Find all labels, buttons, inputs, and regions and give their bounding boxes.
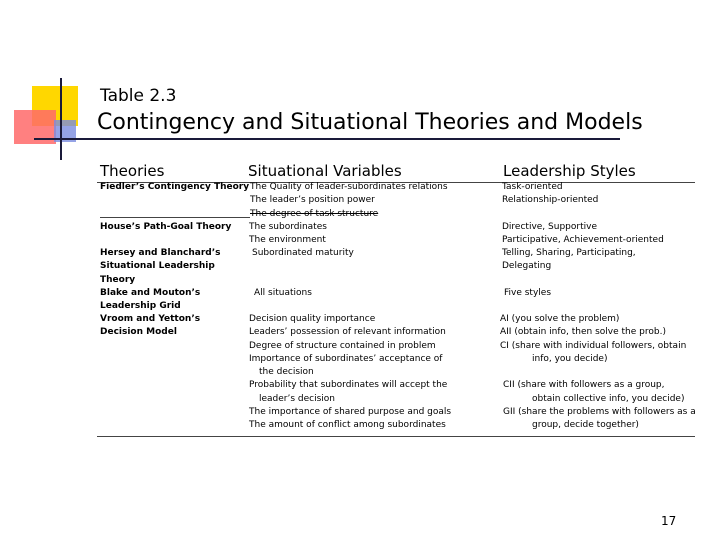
style-line: group, decide together)	[532, 420, 639, 431]
theory-line: House’s Path-Goal Theory	[100, 222, 232, 232]
page-number: 17	[661, 514, 677, 528]
row-4-styles	[504, 287, 551, 300]
row-2-theory	[100, 221, 231, 234]
style-line: AI (you solve the problem)	[500, 314, 620, 324]
row-5-variables	[249, 313, 451, 433]
variable-line: Degree of structure contained in problem	[249, 340, 436, 351]
theory-line: Hersey and Blanchard’s	[100, 248, 221, 258]
variable-line: Subordinated maturity	[252, 248, 354, 258]
style-line: Task-oriented	[502, 182, 563, 192]
row-4-theory	[100, 287, 200, 314]
row-2-variables	[249, 221, 327, 248]
style-line	[500, 366, 696, 379]
theory-line: Decision Model	[100, 327, 177, 338]
row-3-styles	[502, 247, 636, 274]
style-line: Telling, Sharing, Participating,	[502, 248, 636, 258]
header-leadership-styles: Leadership Styles	[503, 162, 636, 180]
theory-line: Vroom and Yetton’s	[100, 314, 201, 324]
variable-line: The environment	[249, 235, 326, 246]
variable-line: The amount of conflict among subordinates	[249, 420, 446, 431]
theory-line: Situational Leadership	[100, 261, 215, 272]
style-line: CII (share with followers as a group,	[503, 380, 665, 391]
variable-line: the decision	[259, 367, 314, 378]
table-label: Table 2.3	[100, 86, 177, 106]
slide-title: Contingency and Situational Theories and Models	[97, 110, 643, 135]
row-1-theory	[100, 181, 249, 194]
style-line: Directive, Supportive	[502, 222, 597, 232]
theory-line: Fiedler’s Contingency Theory	[100, 182, 250, 192]
row-divider	[100, 217, 250, 218]
theory-line: Blake and Mouton’s	[100, 288, 201, 298]
row-2-styles	[502, 221, 664, 248]
style-line: CI (share with individual followers, obtain	[500, 340, 687, 351]
theory-line: Leadership Grid	[100, 301, 181, 312]
row-5-styles	[500, 313, 696, 433]
variable-line: The subordinates	[249, 222, 327, 232]
row-5-theory	[100, 313, 200, 340]
variable-line: The leader’s position power	[250, 195, 375, 206]
header-situational-variables: Situational Variables	[248, 162, 402, 180]
table-bottom-rule	[97, 436, 695, 437]
theory-line: Theory	[100, 274, 136, 285]
variable-line: Decision quality importance	[249, 314, 376, 324]
style-line: GII (share the problems with followers as a	[503, 407, 696, 418]
decor-vertical-line	[60, 78, 62, 160]
row-4-variables	[254, 287, 312, 300]
header-theories: Theories	[100, 162, 165, 180]
row-3-variables	[252, 247, 354, 260]
style-line: Five styles	[504, 288, 552, 298]
title-underline	[34, 138, 620, 140]
style-line: Participative, Achievement-oriented	[502, 235, 664, 246]
row-1-variables	[250, 181, 448, 221]
row-3-theory	[100, 247, 221, 287]
style-line: Relationship-oriented	[502, 195, 599, 206]
variable-line: Importance of subordinates’ acceptance of	[249, 353, 443, 364]
style-line: obtain collective info, you decide)	[532, 393, 685, 404]
variable-line: All situations	[254, 288, 312, 298]
style-line: Delegating	[502, 261, 552, 272]
variable-line: leader’s decision	[259, 393, 336, 404]
variable-line: The Quality of leader-subordinates relations	[250, 182, 448, 192]
style-line: info, you decide)	[532, 353, 608, 364]
style-line: AII (obtain info, then solve the prob.)	[500, 327, 666, 338]
variable-line: The degree of task structure	[250, 208, 379, 219]
variable-line: Leaders’ possession of relevant information	[249, 327, 446, 338]
variable-line: The importance of shared purpose and goals	[249, 407, 452, 418]
variable-line: Probability that subordinates will accept the	[249, 380, 448, 391]
row-1-styles	[502, 181, 598, 208]
